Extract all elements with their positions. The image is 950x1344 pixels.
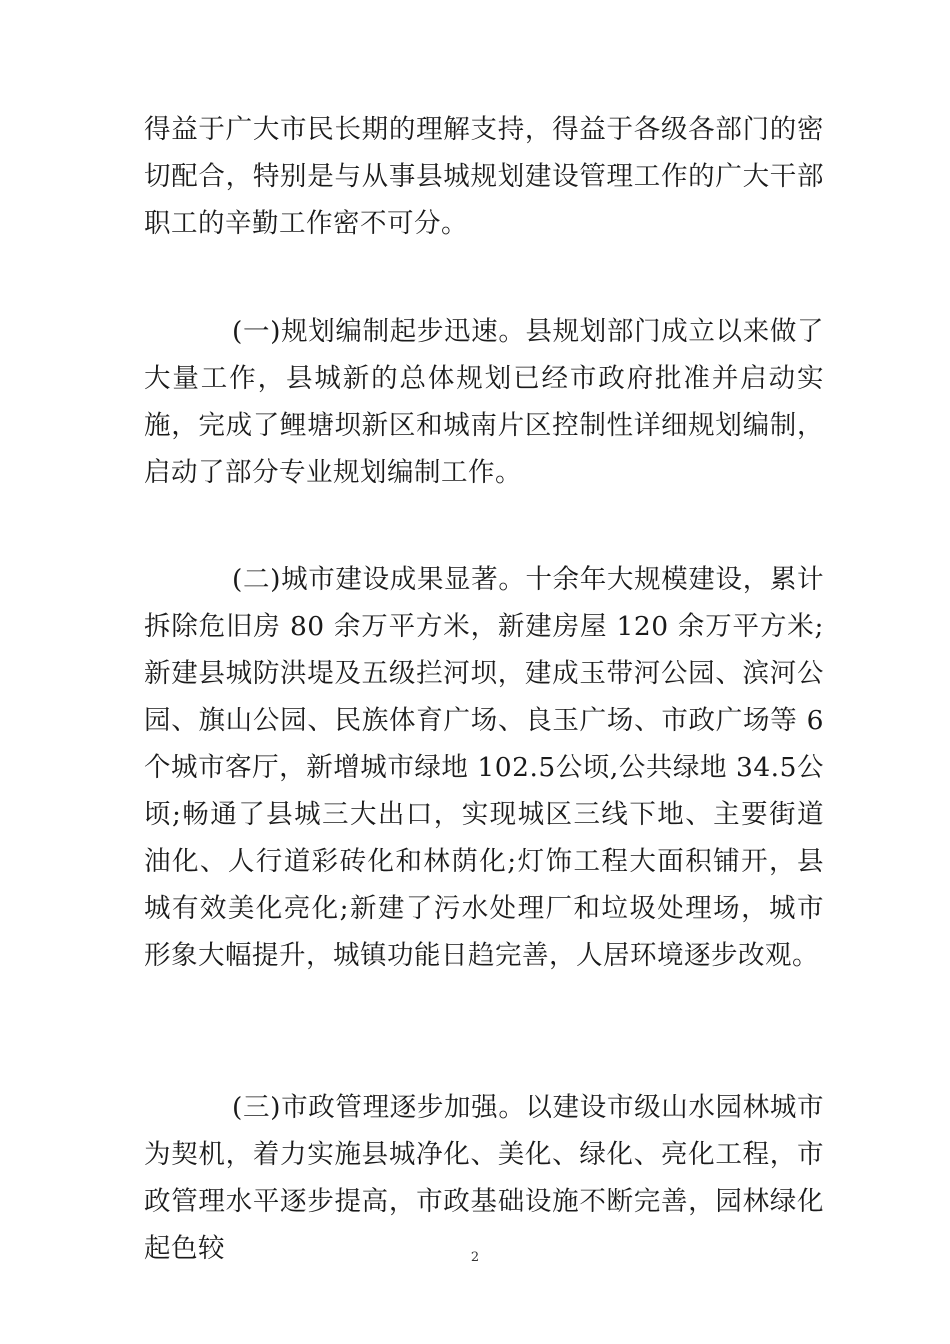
paragraph-construction: (二)城市建设成果显著。十余年大规模建设，累计拆除危旧房 80 余万平方米，新建房屋 120 余万平方米;新建县城防洪堤及五级拦河坝，建成玉带河公园、滨河公园、旗山公园、民族体育广场、良玉广场、市政广场等 6 个城市客厅，新增城市绿地 102.5公顷,公共绿地 34.5公顷;畅通了县城三大出口，实现城区三线下地、主要街道油化、人行道彩砖化和林荫化;灯饰工程大面积铺开，县城有效美化亮化;新建了污水处理厂和垃圾处理场，城市形象大幅提升，城镇功能日趋完善，人居环境逐步改观。 xyxy=(144,564,824,971)
paragraph-continuation: 得益于广大市民长期的理解支持，得益于各级各部门的密切配合，特别是与从事县城规划建设管理工作的广大干部职工的辛勤工作密不可分。 xyxy=(144,114,824,239)
page-number: 2 xyxy=(470,1250,480,1265)
paragraph-management: (三)市政管理逐步加强。以建设市级山水园林城市为契机，着力实施县城净化、美化、绿化、亮化工程，市政管理水平逐步提高，市政基础设施不断完善，园林绿化起色较 xyxy=(144,1092,824,1264)
paragraph-planning: (一)规划编制起步迅速。县规划部门成立以来做了大量工作，县城新的总体规划已经市政府批准并启动实施，完成了鲤塘坝新区和城南片区控制性详细规划编制，启动了部分专业规划编制工作。 xyxy=(144,316,824,488)
